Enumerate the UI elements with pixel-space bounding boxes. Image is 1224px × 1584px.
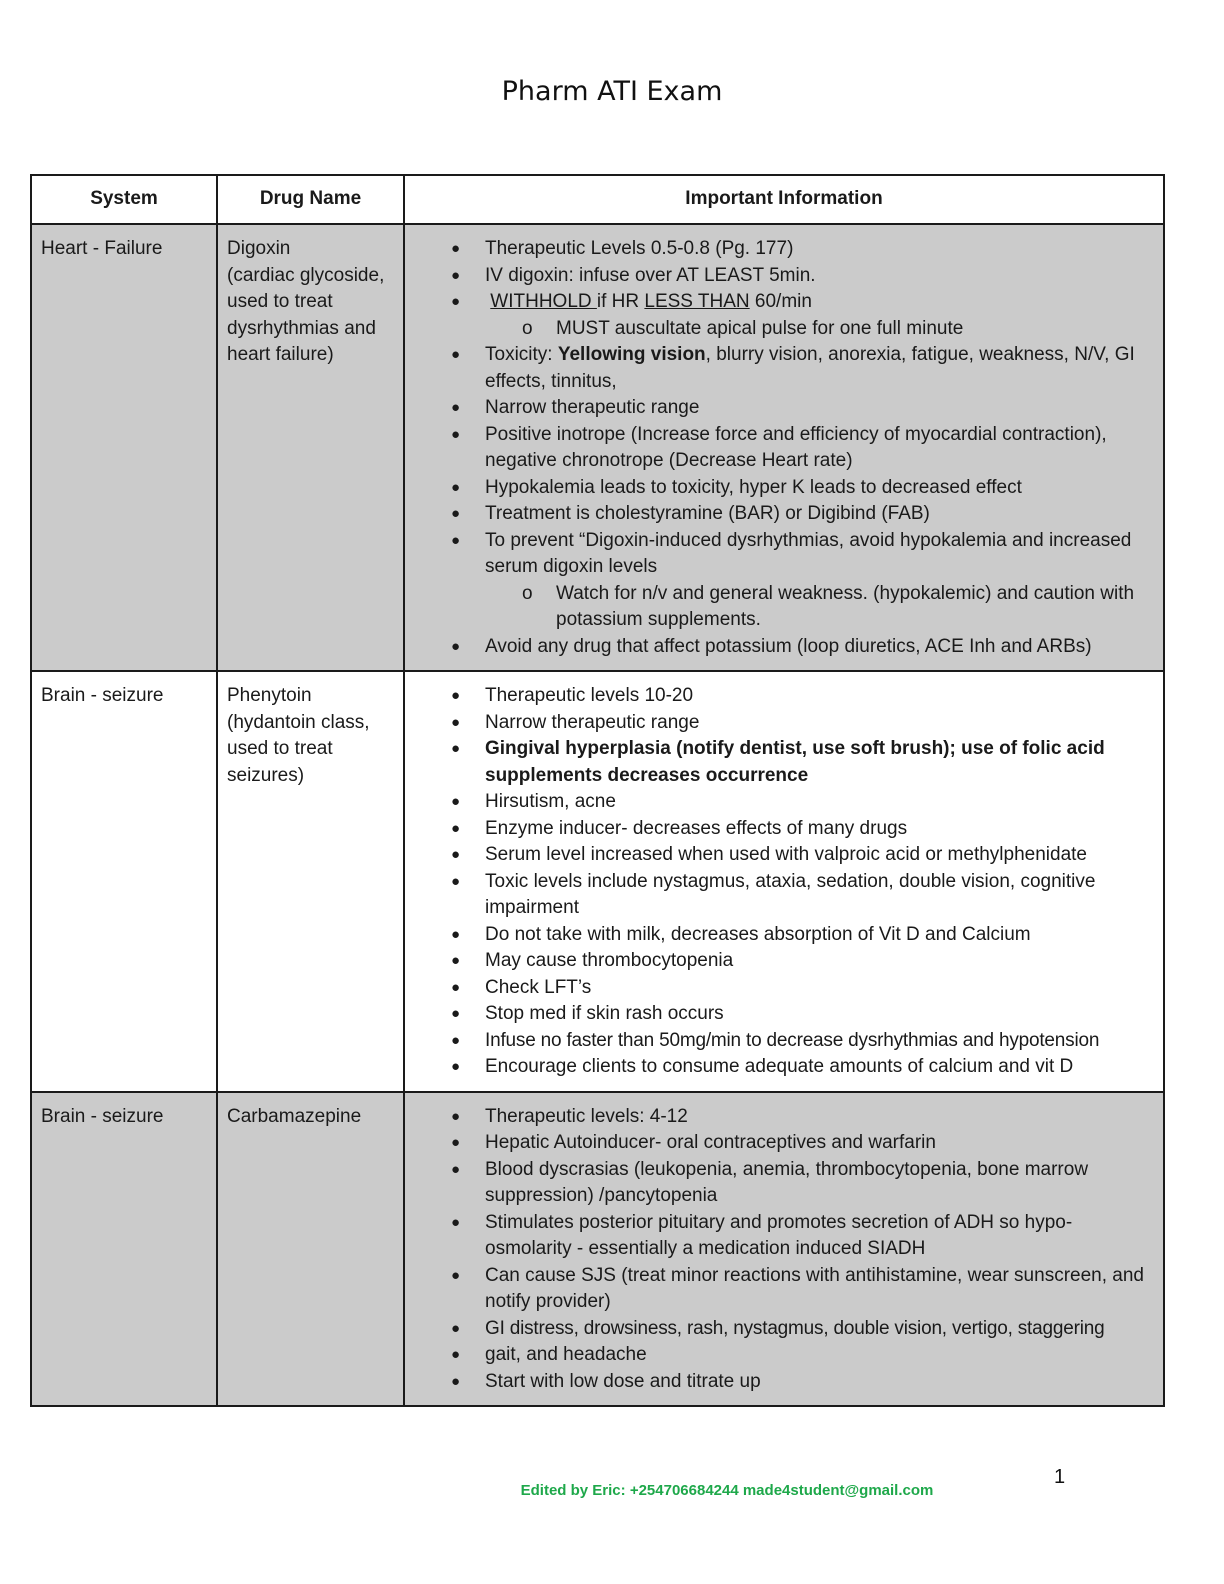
- bullet-icon: ●: [451, 793, 461, 810]
- system-cell: Brain - seizure: [31, 1092, 217, 1407]
- list-item: [405, 422, 1155, 475]
- info-list: [405, 236, 1155, 660]
- item-text: gait, and headache: [485, 1344, 647, 1365]
- list-item: [405, 1210, 1155, 1263]
- list-item: [405, 789, 1155, 816]
- list-item: [405, 1104, 1155, 1131]
- drug-name-cell: Phenytoin (hydantoin class, used to treat seizures): [217, 671, 404, 1092]
- item-text: Do not take with milk, decreases absorption of Vit D and Calcium: [485, 923, 1031, 945]
- item-text: IV digoxin: infuse over AT LEAST 5min.: [485, 264, 816, 286]
- bullet-icon: ●: [451, 1107, 461, 1125]
- list-item: [405, 816, 1155, 843]
- bullet-icon: ●: [451, 925, 461, 943]
- list-item: [405, 395, 1155, 422]
- sub-list: [485, 316, 1155, 343]
- list-item: [405, 1157, 1155, 1210]
- hollow-bullet-icon: o: [522, 317, 533, 339]
- list-item: [405, 501, 1155, 528]
- drug-name-cell: Digoxin (cardiac glycoside, used to treat dysrhythmias and heart failure): [217, 224, 404, 671]
- sub-list: [485, 581, 1155, 634]
- list-item: [405, 842, 1155, 869]
- item-text: Hypokalemia leads to toxicity, hyper K leads to decreased effect: [485, 476, 1022, 498]
- bullet-icon: ●: [451, 1160, 461, 1178]
- item-text: Serum level increased when used with valproic acid or methylphenidate: [485, 844, 1087, 865]
- list-item: [405, 1316, 1155, 1343]
- bullet-icon: ●: [451, 637, 461, 655]
- item-text: Blood dyscrasias (leukopenia, anemia, thrombocytopenia, bone marrow suppression) /pancytopenia: [485, 1158, 1089, 1206]
- list-item: [405, 869, 1155, 922]
- list-item: [405, 948, 1155, 975]
- list-item: [405, 710, 1155, 737]
- item-text: Therapeutic levels: 4-12: [485, 1105, 688, 1127]
- drug-name-cell: Carbamazepine: [217, 1092, 404, 1407]
- bullet-icon: ●: [451, 1058, 461, 1075]
- item-text: Check LFT’s: [485, 976, 592, 998]
- bullet-icon: ●: [451, 293, 461, 310]
- item-text: Narrow therapeutic range: [485, 711, 700, 733]
- item-text: Stimulates posterior pituitary and promotes secretion of ADH so hypo-osmolarity - essentially a medication induced SIADH: [485, 1211, 1073, 1259]
- bullet-icon: ●: [451, 1346, 461, 1363]
- item-text: Watch for n/v and general weakness. (hypokalemic) and caution with potassium supplements.: [556, 582, 1135, 630]
- item-text: Stop med if skin rash occurs: [485, 1003, 724, 1024]
- list-item: [405, 263, 1155, 290]
- item-text-bold: Gingival hyperplasia (notify dentist, use soft brush); use of folic acid supplements decreases occurrence: [485, 738, 1105, 786]
- item-text-underlined: LESS THAN: [644, 291, 750, 312]
- bullet-icon: ●: [451, 713, 461, 731]
- list-item: [405, 1001, 1155, 1028]
- sub-list-item: [485, 581, 1155, 634]
- item-text: Encourage clients to consume adequate amounts of calcium and vit D: [485, 1056, 1074, 1077]
- item-text: Toxic levels include nystagmus, ataxia, sedation, double vision, cognitive impairment: [485, 870, 1096, 918]
- item-text: To prevent “Digoxin-induced dysrhythmias, avoid hypokalemia and increased serum digoxin levels: [485, 529, 1132, 577]
- item-text-underlined: WITHHOLD: [490, 291, 597, 312]
- bullet-icon: ●: [451, 1213, 461, 1231]
- table-header-row: [31, 175, 1164, 224]
- sub-list-item: [485, 316, 1155, 343]
- list-item: [405, 975, 1155, 1002]
- list-item: [405, 1054, 1155, 1081]
- list-item: [405, 342, 1155, 395]
- bullet-icon: ●: [451, 240, 461, 257]
- item-text: Positive inotrope (Increase force and efficiency of myocardial contraction), negative chronotrope (Decrease Heart rate): [485, 423, 1107, 471]
- item-text: , blurry vision, anorexia, fatigue, weakness, N/V, GI effects, tinnitus,: [485, 344, 1135, 392]
- item-text: Avoid any drug that affect potassium (loop diuretics, ACE Inh and ARBs): [485, 635, 1092, 657]
- item-text: Treatment is cholestyramine (BAR) or Digibind (FAB): [485, 503, 930, 524]
- system-cell: Heart - Failure: [31, 224, 217, 671]
- bullet-icon: ●: [451, 531, 461, 549]
- item-text: Hepatic Autoinducer- oral contraceptives and warfarin: [485, 1132, 936, 1153]
- item-text: GI distress, drowsiness, rash, nystagmus, double vision, vertigo, staggering: [485, 1317, 1105, 1339]
- item-text: Therapeutic Levels 0.5-0.8 (Pg. 177): [485, 238, 794, 259]
- item-text-bold: Yellowing vision: [557, 344, 706, 365]
- system-cell: Brain - seizure: [31, 671, 217, 1092]
- header-system: System: [31, 175, 217, 224]
- list-item: [405, 1369, 1155, 1396]
- item-text: Hirsutism, acne: [485, 791, 616, 812]
- bullet-icon: ●: [451, 978, 461, 996]
- list-item: [405, 1342, 1155, 1369]
- info-cell: [404, 671, 1164, 1092]
- table-row-digoxin: [31, 224, 1164, 671]
- bullet-icon: ●: [451, 505, 461, 522]
- table-row-carbamazepine: [31, 1092, 1164, 1407]
- item-text: Start with low dose and titrate up: [485, 1370, 761, 1392]
- bullet-icon: ●: [451, 1266, 461, 1284]
- item-text: Therapeutic levels 10-20: [485, 685, 694, 706]
- header-drug-name: Drug Name: [217, 175, 404, 224]
- info-list: [405, 1104, 1155, 1396]
- bullet-icon: ●: [451, 425, 461, 443]
- bullet-icon: ●: [451, 952, 461, 969]
- list-item: [405, 528, 1155, 634]
- list-item: [405, 736, 1155, 789]
- table-row-phenytoin: [31, 671, 1164, 1092]
- info-list: [405, 683, 1155, 1081]
- bullet-icon: ●: [451, 478, 461, 496]
- bullet-icon: ●: [451, 266, 461, 284]
- list-item: [405, 289, 1155, 342]
- item-text: Narrow therapeutic range: [485, 397, 700, 418]
- list-item: [405, 475, 1155, 502]
- item-text: Infuse no faster than 50mg/min to decrease dysrhythmias and hypotension: [485, 1029, 1100, 1051]
- bullet-icon: ●: [451, 1005, 461, 1022]
- item-text: Toxicity:: [485, 344, 558, 365]
- bullet-icon: ●: [451, 740, 461, 757]
- bullet-icon: ●: [451, 846, 461, 863]
- item-text: Enzyme inducer- decreases effects of many drugs: [485, 817, 908, 839]
- list-item: [405, 236, 1155, 263]
- list-item: [405, 1263, 1155, 1316]
- bullet-icon: ●: [451, 1372, 461, 1390]
- footer-credit: Edited by Eric: +254706684244 made4student@gmail.com: [520, 1482, 934, 1499]
- list-item: [405, 922, 1155, 949]
- item-text: Can cause SJS (treat minor reactions with antihistamine, wear sunscreen, and notify provider): [485, 1264, 1144, 1312]
- info-cell: [404, 224, 1164, 671]
- item-text: May cause thrombocytopenia: [485, 950, 734, 971]
- list-item: [405, 683, 1155, 710]
- bullet-icon: ●: [451, 687, 461, 704]
- page-number: 1: [1054, 1466, 1066, 1488]
- page-title: Pharm ATI Exam: [501, 76, 723, 107]
- header-important-information: Important Information: [404, 175, 1164, 224]
- bullet-icon: ●: [451, 346, 461, 363]
- info-cell: [404, 1092, 1164, 1407]
- list-item: [405, 1028, 1155, 1055]
- list-item: [405, 634, 1155, 661]
- item-text: if HR: [596, 291, 645, 312]
- drug-table: [30, 174, 1165, 1407]
- bullet-icon: ●: [451, 872, 461, 890]
- bullet-icon: ●: [451, 1319, 461, 1337]
- bullet-icon: ●: [451, 819, 461, 837]
- bullet-icon: ●: [451, 399, 461, 416]
- list-item: [405, 1130, 1155, 1157]
- item-text: 60/min: [749, 291, 812, 312]
- hollow-bullet-icon: o: [522, 582, 533, 604]
- bullet-icon: ●: [451, 1031, 461, 1049]
- bullet-icon: ●: [451, 1134, 461, 1151]
- item-text: MUST auscultate apical pulse for one full minute: [556, 317, 964, 339]
